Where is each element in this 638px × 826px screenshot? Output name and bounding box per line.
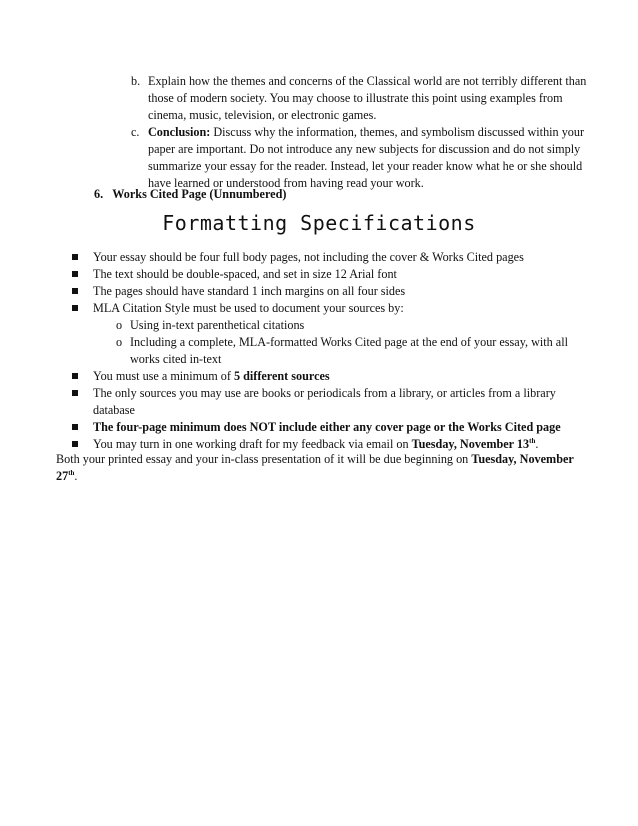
sublist-item <box>93 334 590 368</box>
square-bullet-icon <box>72 254 78 260</box>
closing-tail: . <box>74 469 78 483</box>
list-item <box>70 283 590 300</box>
sublist-item-text: Using in-text parenthetical citations <box>130 318 305 332</box>
list-item-tail: . <box>535 437 539 451</box>
outline-number-text: Works Cited Page (Unnumbered) <box>112 187 287 201</box>
list-item <box>70 266 590 283</box>
due-date: Tuesday, November 27th <box>56 452 574 483</box>
list-item-bold: 5 different sources <box>233 369 330 383</box>
section-heading: Formatting Specifications <box>162 211 476 235</box>
closing-text: Both your printed essay and your in-class presentation of it will be due beginning on <box>56 452 472 466</box>
square-bullet-icon <box>72 271 78 277</box>
sublist-item-text: Including a complete, MLA-formatted Works Cited page at the end of your essay, with all works cited in-text <box>130 335 568 366</box>
list-item <box>70 249 590 266</box>
list-item <box>70 368 590 385</box>
square-bullet-icon <box>72 373 78 379</box>
list-item-text: You must use a minimum of <box>93 369 234 383</box>
list-item-text: MLA Citation Style must be used to document your sources by: <box>93 301 404 315</box>
square-bullet-icon <box>72 288 78 294</box>
list-item-text: The only sources you may use are books or periodicals from a library, or articles from a library database <box>93 386 556 417</box>
citation-sublist <box>93 317 590 368</box>
list-item-text: Your essay should be four full body pages, not including the cover & Works Cited pages <box>93 250 524 264</box>
draft-date: Tuesday, November 13th <box>411 436 536 451</box>
outline-item-b <box>131 73 591 124</box>
outline-number: 6. <box>94 187 104 201</box>
circle-bullet-icon: o <box>116 335 123 349</box>
outline-marker: c. <box>131 125 140 139</box>
specifications-list <box>70 249 590 453</box>
square-bullet-icon <box>72 305 78 311</box>
list-item-text: The four-page minimum does NOT include either any cover page or the Works Cited page <box>93 420 561 434</box>
outline-text <box>148 124 591 192</box>
list-item <box>70 385 590 419</box>
square-bullet-icon <box>72 390 78 396</box>
conclusion-label: Conclusion: <box>148 125 211 139</box>
outline-item-c <box>131 124 591 192</box>
list-item <box>70 419 590 436</box>
list-item <box>70 300 590 368</box>
works-cited-outline-item <box>94 186 286 203</box>
list-item-text: The pages should have standard 1 inch margins on all four sides <box>93 284 406 298</box>
list-item-text: You may turn in one working draft for my feedback via email on <box>93 437 412 451</box>
closing-paragraph <box>56 451 586 485</box>
square-bullet-icon <box>72 441 78 447</box>
list-item-text: The text should be double-spaced, and set in size 12 Arial font <box>93 267 397 281</box>
square-bullet-icon <box>72 424 78 430</box>
outline-text: Explain how the themes and concerns of the Classical world are not terribly different than those of modern society. You may choose to illustrate this point using examples from cinema, music, television, or electronic games. <box>148 74 587 122</box>
outline-marker: b. <box>131 74 141 88</box>
sublist-item <box>93 317 590 334</box>
circle-bullet-icon: o <box>116 318 123 332</box>
conclusion-text: Discuss why the information, themes, and symbolism discussed within your paper are important. Do not introduce any new subjects for discussion and do not simply summarize your essay for the reader. Instead, let your reader know what he or she should have learned or understood from having read your work. <box>148 125 585 190</box>
